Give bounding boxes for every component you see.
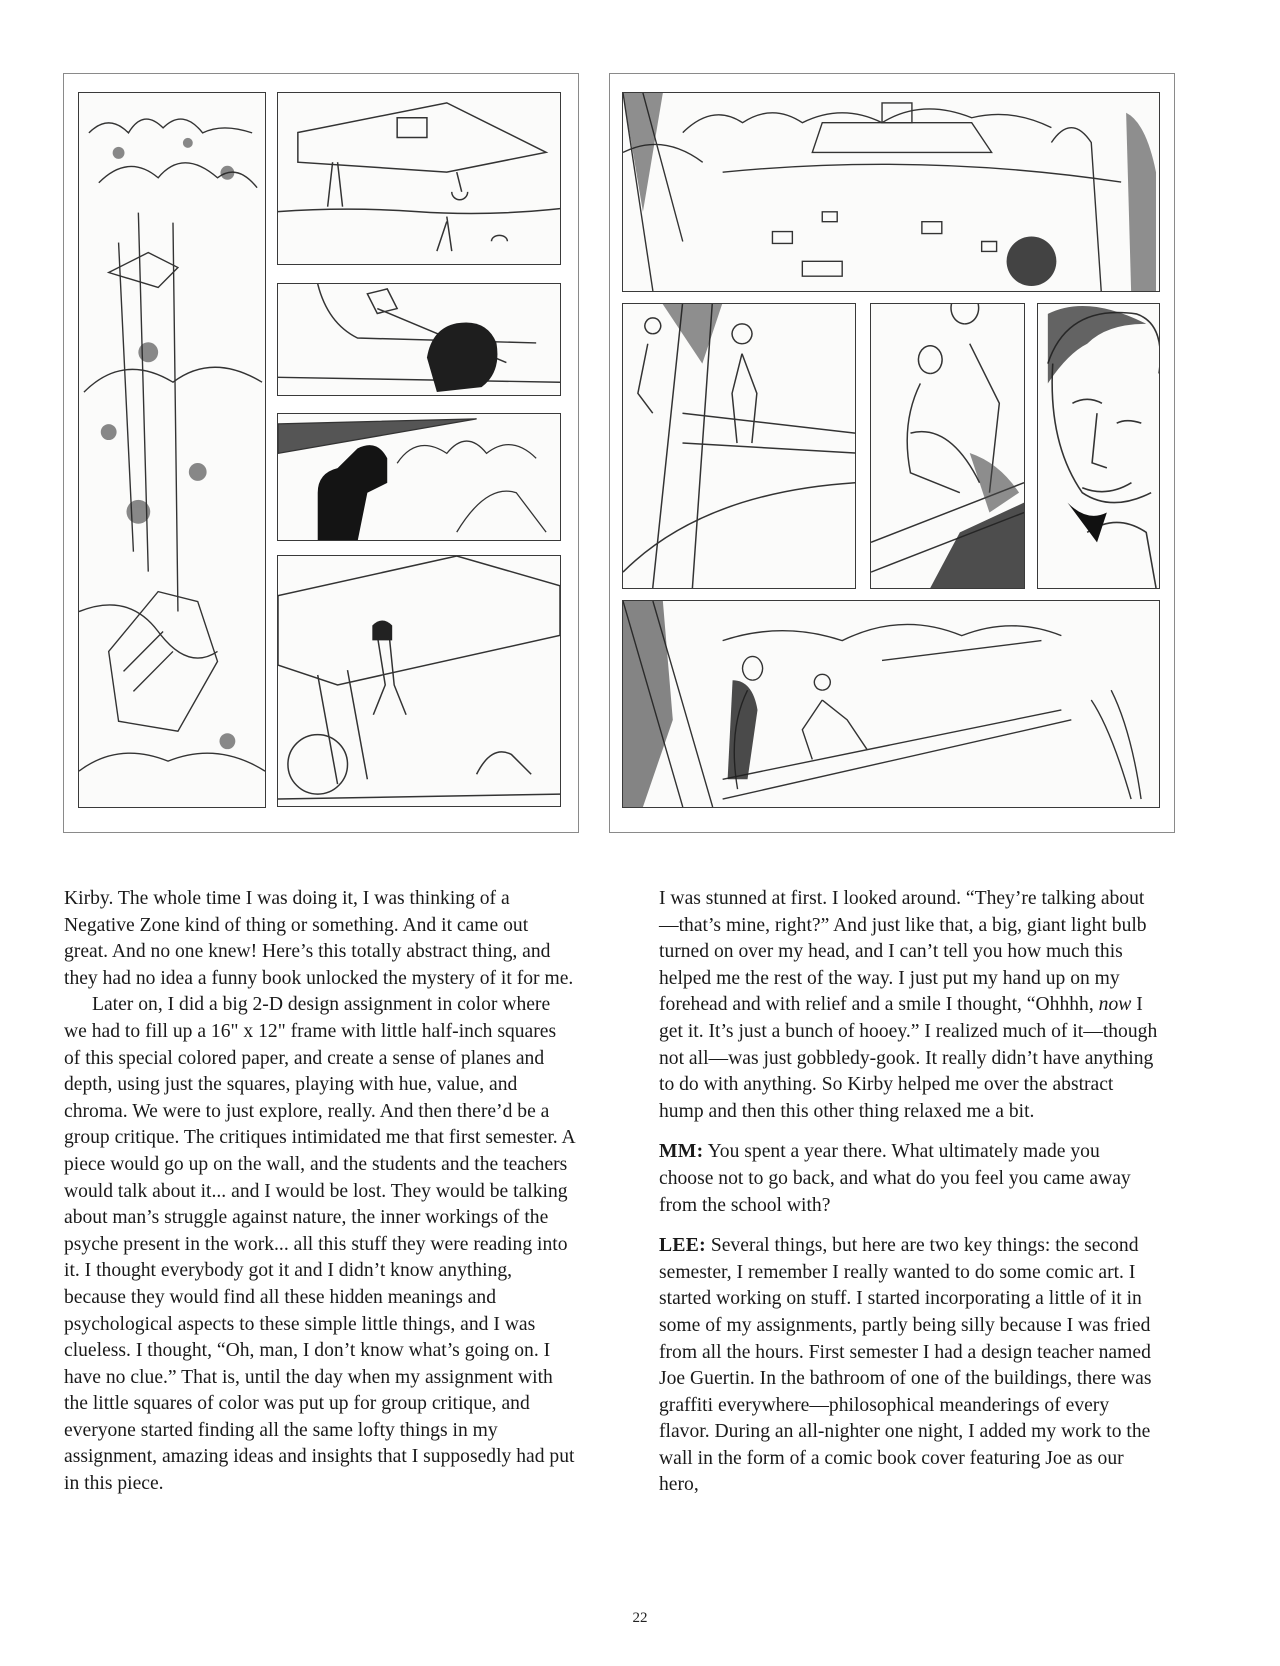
speaker-label-mm: MM:	[659, 1141, 704, 1163]
comic-panel-hand-lever	[277, 283, 561, 396]
emphasis-text: now	[1098, 994, 1132, 1016]
jungle-sketch-icon	[79, 93, 265, 807]
helmet-figure-sketch-icon	[278, 414, 560, 540]
landing-gear-sketch-icon	[278, 556, 560, 806]
couple-sketch-icon	[871, 304, 1024, 588]
comic-panel-couple	[870, 303, 1025, 589]
paragraph	[659, 886, 1159, 1125]
answer-text: Several things, but here are two key things: the second semester, I remember I really wanted to do some comic art. I started working on stuff. I started incorporating a little of it in some of my assignments, partly being silly because I was fried from all the hours. First semester I had a design teacher named Joe Guertin. In the bathroom of one of the buildings, there was graffiti everywhere—philosophical meanderings of every flavor. During an all-nighter one night, I added my work to the wall in the form of a comic book cover featuring Joe as our hero,	[659, 1235, 1152, 1496]
face-closeup-sketch-icon	[1038, 304, 1159, 588]
right-text-column	[659, 886, 1159, 1499]
speaker-label-lee: LEE:	[659, 1235, 706, 1257]
comic-panel-branch-crouch	[622, 600, 1160, 808]
left-text-column	[64, 886, 576, 1498]
question-text: You spent a year there. What ultimately made you choose not to go back, and what do you feel you came away from the school with?	[659, 1141, 1131, 1216]
tree-figures-sketch-icon	[623, 304, 855, 588]
branch-crouch-sketch-icon	[623, 601, 1159, 807]
comic-panel-landing-gear	[277, 555, 561, 807]
text-run: I was stunned at first. I looked around. “They’re talking about—that’s mine, right?” And just like that, a big, giant light bulb turned on over my head, and I can’t tell you how much this helped me the rest of the way. I just put my hand up on my forehead and with relief and a smile I thought, “Ohhhh,	[659, 888, 1147, 1016]
comic-panel-vista	[622, 92, 1160, 292]
paragraph: Kirby. The whole time I was doing it, I was thinking of a Negative Zone kind of thing or something. And it came out great. And no one knew! Here’s this totally abstract thing, and they had no idea a funny book unlocked the mystery of it for me.	[64, 888, 574, 989]
text-run: I get it. It’s just a bunch of hooey.” I realized much of it—though not all—was just gobbledy-gook. It really didn’t have anything to do with anything. So Kirby helped me over the abstract hump and then this other thing relaxed me a bit.	[659, 994, 1158, 1122]
jungle-vista-sketch-icon	[623, 93, 1159, 291]
comic-panel-helmet-figure	[277, 413, 561, 541]
comic-panel-jungle-tall	[78, 92, 266, 808]
page-number: 22	[632, 1610, 648, 1626]
comic-panel-face-closeup	[1037, 303, 1160, 589]
interview-answer	[659, 1233, 1159, 1499]
hand-lever-sketch-icon	[278, 284, 560, 395]
comic-panel-ship-landing	[277, 92, 561, 265]
paragraph: Later on, I did a big 2-D design assignment in color where we had to fill up a 16" x 12" frame with little half-inch squares of this special colored paper, and create a sense of planes and depth, using just the squares, playing with hue, value, and chroma. We were to just explore, really. And then there’d be a group critique. The critiques intimidated me that first semester. A piece would go up on the wall, and the students and the teachers would talk about it... and I would be lost. They would be talking about man’s struggle against nature, the inner workings of the psyche present in the work... all this stuff they were reading into it. I thought everybody got it and I didn’t know anything, because they would find all these hidden meanings and psychological aspects to these simple little things, and I was clueless. I thought, “Oh, man, I don’t know what’s going on. I have no clue.” That is, until the day when my assignment with the little squares of color was put up for group critique, and everyone started finding all the same lofty things in my assignment, amazing ideas and insights that I supposedly had put in this piece.	[64, 994, 575, 1495]
interview-question	[659, 1139, 1159, 1219]
spaceship-sketch-icon	[278, 93, 560, 264]
comic-panel-tree-figures	[622, 303, 856, 589]
